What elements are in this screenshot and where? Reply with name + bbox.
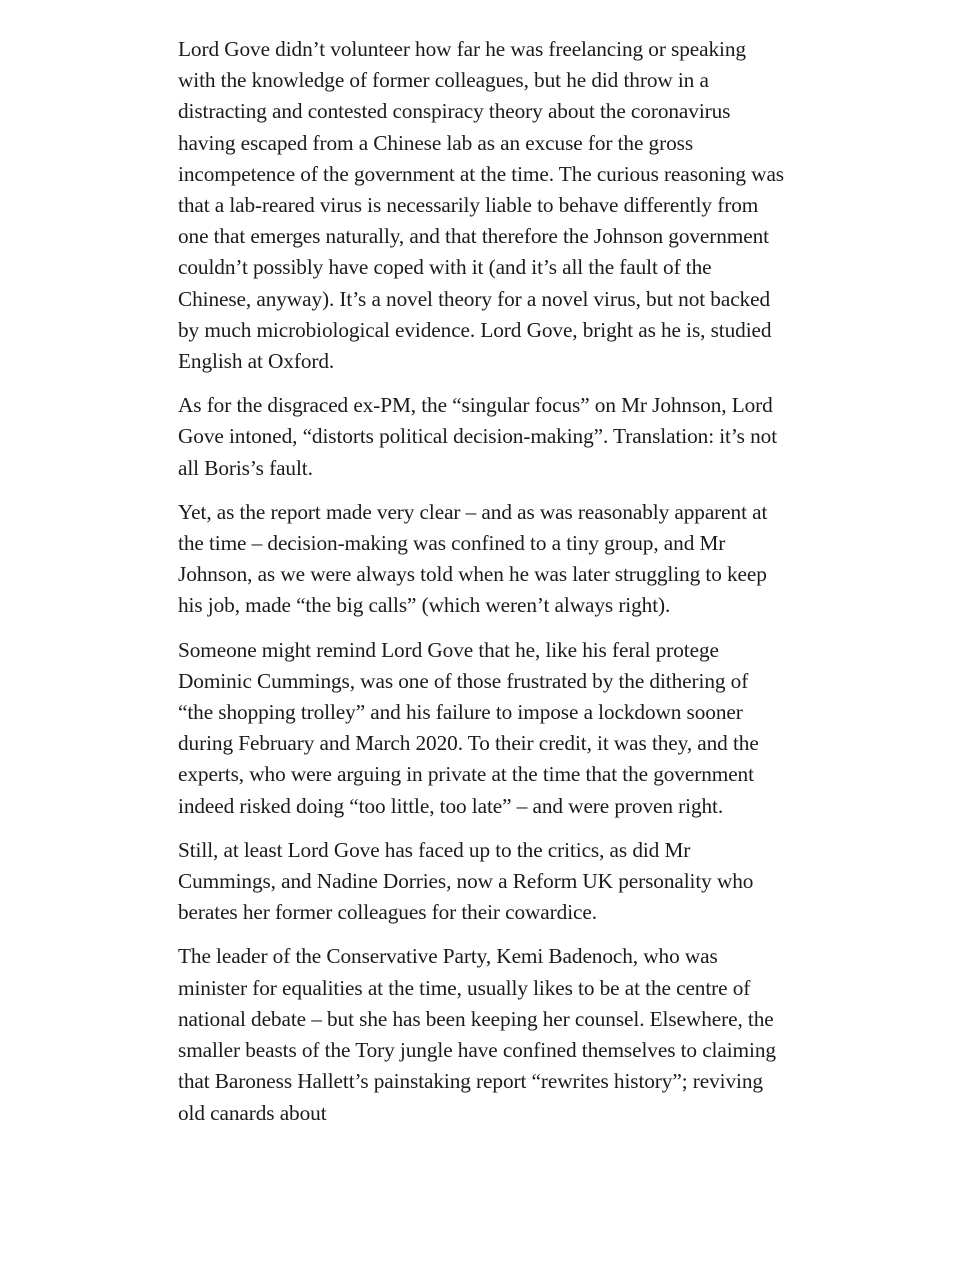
article-paragraph-1: Lord Gove didn’t volunteer how far he was freelancing or speaking with the knowledge of former colleagues, but he did throw in a distracting and contested conspiracy theory about the coronavirus having escaped from a Chinese lab as an excuse for the gross incompetence of the government at the time. The curious reasoning was that a lab-reared virus is necessarily liable to behave differently from one that emerges naturally, and that therefore the Johnson government couldn’t possibly have coped with it (and it’s all the fault of the Chinese, anyway). It’s a novel theory for a novel virus, but not backed by much microbiological evidence. Lord Gove, bright as he is, studied English at Oxford. (178, 37, 784, 374)
article-paragraph-3: Yet, as the report made very clear – and as was reasonably apparent at the time – decision-making was confined to a tiny group, and Mr Johnson, as we were always told when he was later struggling to keep his job, made “the big calls” (which weren’t always right). (178, 499, 768, 618)
article-paragraph-4: Someone might remind Lord Gove that he, like his feral protege Dominic Cummings, was one of those frustrated by the dithering of “the shopping trolley” and his failure to impose a lockdown sooner during February and March 2020. To their credit, it was they, and the experts, who were arguing in private at the time that the government indeed risked doing “too little, too late” – and were proven right. (178, 637, 759, 818)
article-body (178, 34, 788, 1142)
article-paragraph-6: The leader of the Conservative Party, Kemi Badenoch, who was minister for equalities at the time, usually likes to be at the centre of national debate – but she has been keeping her counsel. Elsewhere, the smaller beasts of the Tory jungle have confined themselves to claiming that Baroness Hallett’s painstaking report “rewrites history”; reviving old canards about (178, 944, 776, 1125)
article-paragraph-2: As for the disgraced ex-PM, the “singular focus” on Mr Johnson, Lord Gove intoned, “distorts political decision-making”. Translation: it’s not all Boris’s fault. (178, 393, 778, 480)
article-paragraph-5: Still, at least Lord Gove has faced up to the critics, as did Mr Cummings, and Nadine Dorries, now a Reform UK personality who berates her former colleagues for their cowardice. (178, 837, 754, 925)
